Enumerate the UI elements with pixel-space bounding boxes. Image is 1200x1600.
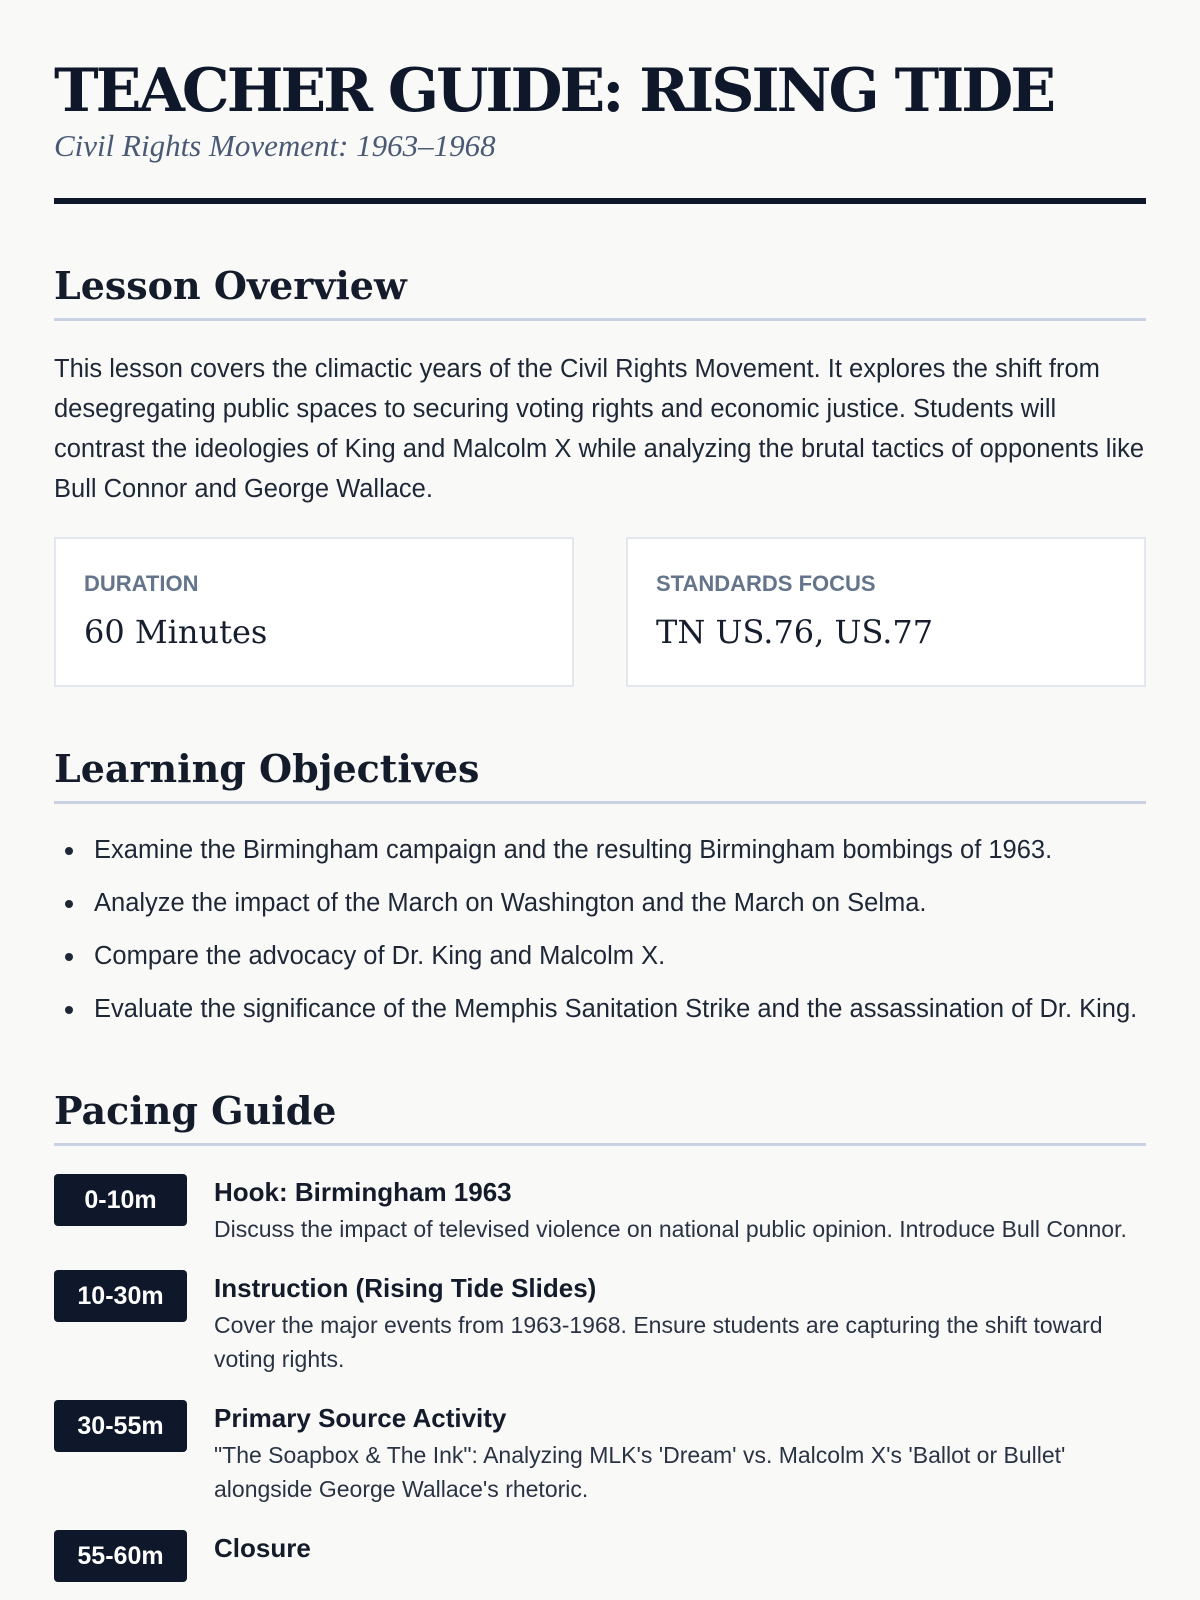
time-badge: 0-10m bbox=[54, 1174, 187, 1226]
document-title: TEACHER GUIDE: RISING TIDE bbox=[54, 56, 1054, 126]
pacing-step-title: Instruction (Rising Tide Slides) bbox=[214, 1273, 597, 1303]
pacing-body bbox=[214, 1530, 1146, 1568]
title-divider bbox=[54, 198, 1146, 204]
document-subtitle: Civil Rights Movement: 1963–1968 bbox=[54, 128, 496, 163]
pacing-step-title: Hook: Birmingham 1963 bbox=[214, 1177, 512, 1207]
bullet-icon bbox=[65, 900, 73, 908]
objective-text: Analyze the impact of the March on Washington and the March on Selma. bbox=[94, 889, 927, 917]
learning-objectives-heading: Learning Objectives bbox=[54, 745, 1146, 804]
objective-item bbox=[54, 936, 1146, 976]
objective-text: Evaluate the significance of the Memphis Sanitation Strike and the assassination of Dr. King. bbox=[94, 995, 1138, 1023]
bullet-icon bbox=[65, 953, 73, 961]
pacing-row bbox=[54, 1174, 1146, 1246]
learning-objectives-list bbox=[54, 830, 1146, 1029]
standards-value: TN US.76, US.77 bbox=[656, 613, 934, 651]
standards-card bbox=[626, 537, 1146, 687]
duration-value: 60 Minutes bbox=[84, 613, 268, 651]
objective-text: Compare the advocacy of Dr. King and Malcolm X. bbox=[94, 942, 666, 970]
time-badge: 10-30m bbox=[54, 1270, 187, 1322]
pacing-body bbox=[214, 1270, 1146, 1376]
pacing-row bbox=[54, 1530, 1146, 1582]
pacing-step-description: Discuss the impact of televised violence on national public opinion. Introduce Bull Connor. bbox=[214, 1216, 1127, 1242]
time-badge: 30-55m bbox=[54, 1400, 187, 1452]
lesson-overview-heading: Lesson Overview bbox=[54, 262, 1146, 321]
pacing-step-description: "The Soapbox & The Ink": Analyzing MLK's 'Dream' vs. Malcolm X's 'Ballot or Bullet' alongside George Wallace's rhetoric. bbox=[214, 1442, 1066, 1502]
pacing-step-title: Primary Source Activity bbox=[214, 1403, 507, 1433]
pacing-guide-heading: Pacing Guide bbox=[54, 1087, 1146, 1146]
pacing-row bbox=[54, 1270, 1146, 1376]
pacing-row bbox=[54, 1400, 1146, 1506]
duration-card bbox=[54, 537, 574, 687]
pacing-body bbox=[214, 1174, 1146, 1246]
duration-label: DURATION bbox=[84, 571, 199, 596]
objective-text: Examine the Birmingham campaign and the resulting Birmingham bombings of 1963. bbox=[94, 836, 1053, 864]
pacing-body bbox=[214, 1400, 1146, 1506]
bullet-icon bbox=[65, 1006, 73, 1014]
info-card-row bbox=[54, 537, 1146, 687]
lesson-overview-text: This lesson covers the climactic years of the Civil Rights Movement. It explores the shift from desegregating public spaces to securing voting rights and economic justice. Students will contrast the ideologies of King and Malcolm X while analyzing the brutal tactics of opponents like Bull Connor and George Wallace. bbox=[54, 355, 1145, 503]
pacing-step-title: Closure bbox=[214, 1533, 311, 1563]
objective-item bbox=[54, 883, 1146, 923]
pacing-step-description: Cover the major events from 1963-1968. Ensure students are capturing the shift toward voting rights. bbox=[214, 1312, 1103, 1372]
bullet-icon bbox=[65, 847, 73, 855]
pacing-guide-list bbox=[54, 1174, 1146, 1582]
objective-item bbox=[54, 830, 1146, 870]
objective-item bbox=[54, 989, 1146, 1029]
standards-label: STANDARDS FOCUS bbox=[656, 571, 876, 596]
time-badge: 55-60m bbox=[54, 1530, 187, 1582]
